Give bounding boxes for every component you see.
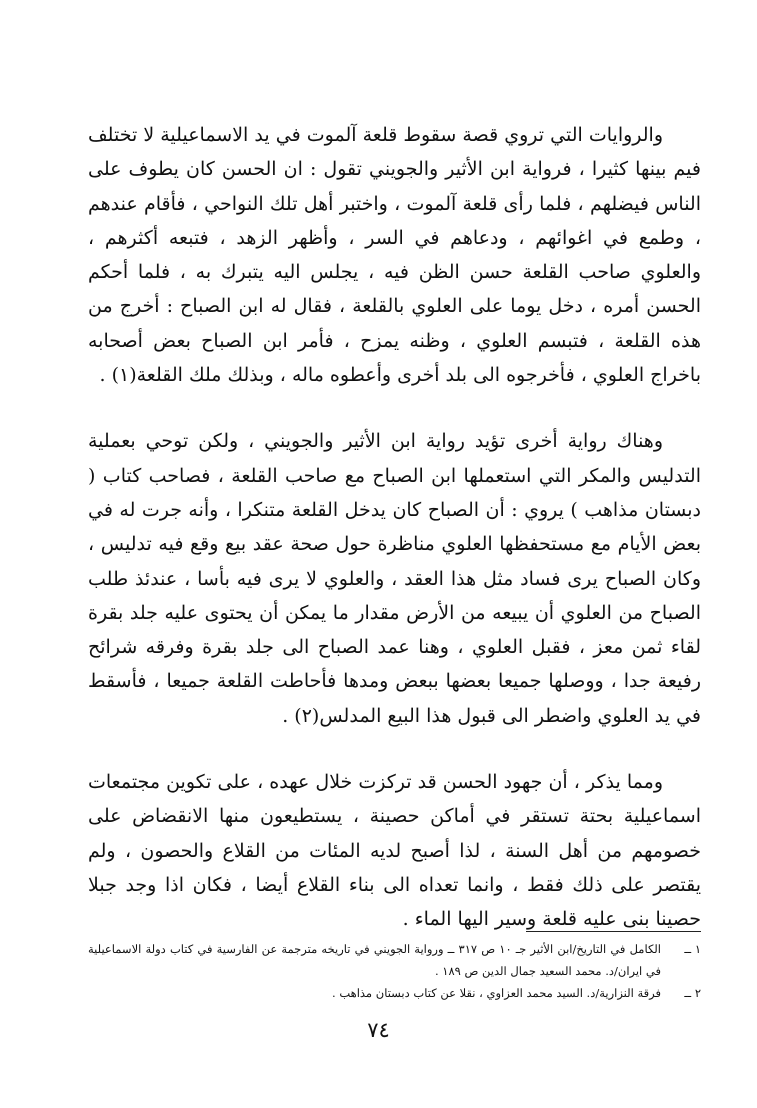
footnotes [88, 931, 701, 1004]
footnote-2 [88, 982, 701, 1004]
paragraph-2: وهناك رواية أخرى تؤيد رواية ابن الأثير والجويني ، ولكن توحي بعملية التدليس والمكر التي استعملها ابن الصباح مع صاحب القلعة ، فصاحب كتاب ( دبستان مذاهب ) يروي : أن الصباح كان يدخل القلعة متنكرا ، وأنه جرت له في بعض الأيام مع مستحفظها العلوي مناظرة حول صحة عقد بيع وقع فيه تدليس ، وكان الصباح يرى فساد مثل هذا العقد ، والعلوي لا يرى فيه بأسا ، عندئذ طلب الصباح من العلوي أن يبيعه من الأرض مقدار ما يمكن أن يحتوى عليه جلد بقرة لقاء ثمن معز ، فقبل العلوي ، وهنا عمد الصباح الى جلد بقرة وفرقه شرائح رفيعة جدا ، ووصلها جميعا بعضها ببعض ومدها فأحاطت القلعة جميعا ، فأسقط في يد العلوي واضطر الى قبول هذا البيع المدلس(٢) . [88, 430, 701, 727]
footnote-1 [88, 938, 701, 982]
paragraph-1: والروايات التي تروي قصة سقوط قلعة آلموت في يد الاسماعيلية لا تختلف فيم بينها كثيرا ، فرواية ابن الأثير والجويني تقول : ان الحسن كان يطوف على الناس فيضلهم ، فلما رأى قلعة آلموت ، واختبر أهل تلك النواحي ، فأقام عندهم ، وطمع في اغوائهم ، ودعاهم في السر ، وأظهر الزهد ، فتبعه أكثرهم ، والعلوي صاحب القلعة حسن الظن فيه ، يجلس اليه يتبرك به ، فلما أحكم الحسن أمره ، دخل يوما على العلوي بالقلعة ، فقال له ابن الصباح : أخرج من هذه القلعة ، فتبسم العلوي ، وظنه يمزح ، فأمر ابن الصباح بعض أصحابه باخراج العلوي ، فأخرجوه الى بلد أخرى وأعطوه ماله ، وبذلك ملك القلعة(١) . [88, 124, 701, 387]
paragraph-3: ومما يذكر ، أن جهود الحسن قد تركزت خلال عهده ، على تكوين مجتمعات اسماعيلية بحتة تستقر في أماكن حصينة ، يستطيعون منها الانقضاض على خصومهم من أهل السنة ، لذا أصبح لديه المئات من القلاع والحصون ، ولم يقتصر على ذلك فقط ، وانما تعداه الى بناء القلاع أيضا ، فكان اذا وجد جبلا حصينا بنى عليه قلعة وسير اليها الماء . [88, 771, 701, 931]
footnote-text: فرقة النزارية/د. السيد محمد العزاوي ، نقلا عن كتاب دبستان مذاهب . [332, 986, 661, 1000]
footnote-marker: ١ ــ [684, 942, 701, 956]
page-number: ٧٤ [367, 1018, 390, 1042]
main-text [88, 118, 701, 937]
footnote-separator [526, 931, 701, 932]
footnote-marker: ٢ ــ [684, 986, 701, 1000]
footnote-text: الكامل في التاريخ/ابن الأثير جـ ١٠ ص ٣١٧ ــ ورواية الجويني في تاريخه مترجمة عن الفارسية في كتاب دولة الاسماعيلية في ايران/د. محمد السعيد جمال الدين ص ١٨٩ . [88, 942, 662, 978]
